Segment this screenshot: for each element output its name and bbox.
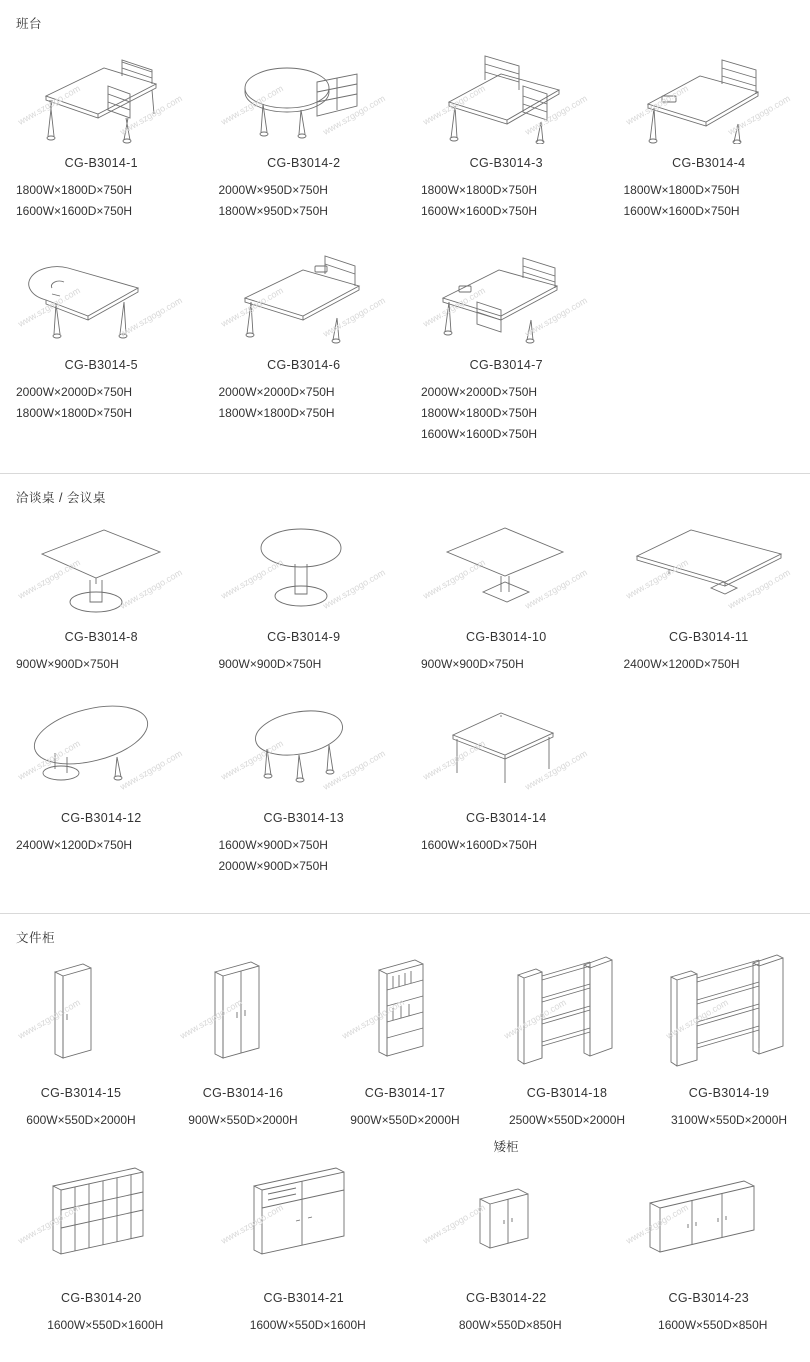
spec-line: 1600W×1600D×750H	[16, 201, 195, 222]
product-code: CG-B3014-21	[211, 1281, 398, 1307]
desk-l-shape-right-return-icon	[616, 38, 803, 146]
product-specs	[170, 1102, 316, 1131]
spec-line: 900W×900D×750H	[219, 654, 398, 675]
watermark: www.szgogo.com	[523, 93, 589, 137]
product-cell[interactable]	[405, 240, 608, 445]
product-cell[interactable]	[0, 952, 162, 1131]
spec-line: 2400W×1200D×750H	[624, 654, 803, 675]
watermark: www.szgogo.com	[340, 997, 406, 1041]
watermark: www.szgogo.com	[624, 83, 690, 127]
product-cell[interactable]	[405, 693, 608, 877]
watermark: www.szgogo.com	[16, 83, 82, 127]
product-cell[interactable]	[162, 952, 324, 1131]
product-cell-empty	[608, 240, 810, 445]
product-specs	[413, 1307, 600, 1336]
spec-line: 1800W×1800D×750H	[16, 180, 195, 201]
watermark: www.szgogo.com	[523, 295, 589, 339]
product-row	[0, 38, 810, 222]
watermark: www.szgogo.com	[178, 997, 244, 1041]
watermark: www.szgogo.com	[421, 83, 487, 127]
round-meeting-table-icon	[211, 512, 398, 620]
spec-line: 1600W×900D×750H	[219, 835, 398, 856]
watermark: www.szgogo.com	[219, 285, 285, 329]
product-cell[interactable]	[0, 1157, 203, 1336]
watermark: www.szgogo.com	[421, 1202, 487, 1246]
product-cell[interactable]	[608, 38, 810, 222]
square-table-four-legs-icon	[413, 693, 600, 801]
product-cell[interactable]	[0, 38, 203, 222]
watermark: www.szgogo.com	[16, 738, 82, 782]
spec-line: 1600W×550D×850H	[624, 1315, 803, 1336]
product-code: CG-B3014-5	[8, 348, 195, 374]
spec-line: 1800W×950D×750H	[219, 201, 398, 222]
subsection-title: 矮柜	[405, 1131, 607, 1157]
small-low-cabinet-icon	[413, 1157, 600, 1281]
watermark: www.szgogo.com	[664, 997, 730, 1041]
spec-line: 1600W×1600D×750H	[421, 835, 600, 856]
watermark: www.szgogo.com	[118, 567, 184, 611]
product-code: CG-B3014-18	[494, 1076, 640, 1102]
wide-combination-cabinet-icon	[656, 952, 802, 1076]
product-code: CG-B3014-16	[170, 1076, 316, 1102]
watermark: www.szgogo.com	[523, 567, 589, 611]
spec-line: 2000W×950D×750H	[219, 180, 398, 201]
watermark: www.szgogo.com	[219, 557, 285, 601]
product-code: CG-B3014-1	[8, 146, 195, 172]
spec-line: 900W×900D×750H	[16, 654, 195, 675]
spec-line: 1800W×1800D×750H	[421, 403, 600, 424]
watermark: www.szgogo.com	[421, 738, 487, 782]
watermark: www.szgogo.com	[321, 93, 387, 137]
product-code: CG-B3014-22	[413, 1281, 600, 1307]
watermark: www.szgogo.com	[421, 557, 487, 601]
spec-line: 2500W×550D×2000H	[494, 1110, 640, 1131]
product-cell[interactable]	[405, 38, 608, 222]
product-code: CG-B3014-20	[8, 1281, 195, 1307]
product-specs	[8, 1307, 195, 1336]
section-title: 洽谈桌 / 会议桌	[0, 474, 810, 512]
product-cell-empty	[608, 693, 810, 877]
product-specs	[8, 827, 195, 856]
product-row	[0, 952, 810, 1131]
spec-line: 900W×550D×2000H	[332, 1110, 478, 1131]
glass-door-low-cabinet-icon	[8, 1157, 195, 1281]
product-specs	[494, 1102, 640, 1131]
product-cell[interactable]	[608, 512, 810, 675]
product-specs	[8, 1102, 154, 1131]
spec-line: 1600W×550D×1600H	[219, 1315, 398, 1336]
product-specs	[616, 646, 803, 675]
square-meeting-table-icon	[8, 512, 195, 620]
spec-line: 1800W×1800D×750H	[219, 403, 398, 424]
product-code: CG-B3014-14	[413, 801, 600, 827]
product-cell[interactable]	[648, 952, 810, 1131]
product-cell[interactable]	[405, 512, 608, 675]
product-specs	[8, 172, 195, 222]
product-code: CG-B3014-6	[211, 348, 398, 374]
section-cabinets	[0, 914, 810, 1362]
section-title: 班台	[0, 0, 810, 38]
product-specs	[211, 646, 398, 675]
product-code: CG-B3014-8	[8, 620, 195, 646]
product-cell[interactable]	[203, 512, 406, 675]
spec-line: 1800W×1800D×750H	[16, 403, 195, 424]
product-cell[interactable]	[203, 1157, 406, 1336]
product-specs	[211, 374, 398, 424]
spec-line: 1600W×1600D×750H	[421, 201, 600, 222]
watermark: www.szgogo.com	[219, 83, 285, 127]
oval-meeting-table-small-icon	[211, 693, 398, 801]
spec-line: 1600W×550D×1600H	[16, 1315, 195, 1336]
rectangular-conference-table-icon	[616, 512, 803, 620]
product-cell[interactable]	[608, 1157, 810, 1336]
product-specs	[413, 374, 600, 445]
product-specs	[211, 1307, 398, 1336]
spec-line: 900W×550D×2000H	[170, 1110, 316, 1131]
watermark: www.szgogo.com	[16, 1202, 82, 1246]
spec-line: 1600W×1600D×750H	[624, 201, 803, 222]
product-specs	[413, 172, 600, 222]
combination-cabinet-icon	[494, 952, 640, 1076]
double-door-cabinet-icon	[170, 952, 316, 1076]
product-code: CG-B3014-3	[413, 146, 600, 172]
product-code: CG-B3014-15	[8, 1076, 154, 1102]
product-cell[interactable]	[0, 512, 203, 675]
watermark: www.szgogo.com	[624, 557, 690, 601]
product-row	[0, 1157, 810, 1336]
single-door-cabinet-icon	[8, 952, 154, 1076]
watermark: www.szgogo.com	[523, 748, 589, 792]
product-code: CG-B3014-12	[8, 801, 195, 827]
spec-line: 1800W×1800D×750H	[421, 180, 600, 201]
product-code: CG-B3014-7	[413, 348, 600, 374]
watermark: www.szgogo.com	[219, 1202, 285, 1246]
desk-l-shape-with-cabinet-icon	[8, 38, 195, 146]
product-specs	[413, 646, 600, 675]
section-desks	[0, 0, 810, 474]
watermark: www.szgogo.com	[624, 1202, 690, 1246]
watermark: www.szgogo.com	[321, 295, 387, 339]
product-code: CG-B3014-17	[332, 1076, 478, 1102]
watermark: www.szgogo.com	[118, 748, 184, 792]
watermark: www.szgogo.com	[726, 93, 792, 137]
product-code: CG-B3014-10	[413, 620, 600, 646]
product-code: CG-B3014-19	[656, 1076, 802, 1102]
product-code: CG-B3014-13	[211, 801, 398, 827]
spec-line: 900W×900D×750H	[421, 654, 600, 675]
spec-line: 800W×550D×850H	[421, 1315, 600, 1336]
product-specs	[616, 172, 803, 222]
spec-line: 2000W×900D×750H	[219, 856, 398, 877]
watermark: www.szgogo.com	[16, 997, 82, 1041]
product-cell[interactable]	[203, 38, 406, 222]
spec-line: 2000W×2000D×750H	[16, 382, 195, 403]
watermark: www.szgogo.com	[16, 285, 82, 329]
product-cell[interactable]	[0, 240, 203, 445]
watermark: www.szgogo.com	[321, 748, 387, 792]
watermark: www.szgogo.com	[118, 93, 184, 137]
product-specs	[8, 374, 195, 424]
spec-line: 2000W×2000D×750H	[421, 382, 600, 403]
oval-conference-table-icon	[8, 693, 195, 801]
product-cell[interactable]	[203, 240, 406, 445]
sliding-door-low-cabinet-icon	[211, 1157, 398, 1281]
product-cell[interactable]	[405, 1157, 608, 1336]
product-row	[0, 240, 810, 445]
product-specs	[656, 1102, 802, 1131]
watermark: www.szgogo.com	[421, 285, 487, 329]
section-meeting-tables	[0, 474, 810, 914]
spec-line: 2400W×1200D×750H	[16, 835, 195, 856]
watermark: www.szgogo.com	[16, 557, 82, 601]
desk-l-shape-with-hutch-icon	[211, 240, 398, 348]
product-specs	[211, 172, 398, 222]
desk-rounded-front-icon	[8, 240, 195, 348]
watermark: www.szgogo.com	[502, 997, 568, 1041]
product-cell[interactable]	[324, 952, 486, 1131]
desk-oval-top-with-side-cabinet-icon	[211, 38, 398, 146]
product-cell[interactable]	[203, 693, 406, 877]
product-code: CG-B3014-23	[616, 1281, 803, 1307]
product-specs	[616, 1307, 803, 1336]
spec-line: 600W×550D×2000H	[8, 1110, 154, 1131]
product-row	[0, 512, 810, 675]
desk-executive-with-credenza-icon	[413, 240, 600, 348]
watermark: www.szgogo.com	[219, 738, 285, 782]
watermark: www.szgogo.com	[726, 567, 792, 611]
product-code: CG-B3014-4	[616, 146, 803, 172]
spec-line: 3100W×550D×2000H	[656, 1110, 802, 1131]
product-specs	[8, 646, 195, 675]
product-specs	[413, 827, 600, 856]
spec-line: 2000W×2000D×750H	[219, 382, 398, 403]
spec-line: 1800W×1800D×750H	[624, 180, 803, 201]
product-code: CG-B3014-2	[211, 146, 398, 172]
product-specs	[211, 827, 398, 877]
section-title: 文件柜	[0, 914, 810, 952]
desk-l-shape-with-shelf-icon	[413, 38, 600, 146]
watermark: www.szgogo.com	[321, 567, 387, 611]
product-cell[interactable]	[0, 693, 203, 877]
watermark: www.szgogo.com	[118, 295, 184, 339]
square-table-pedestal-base-icon	[413, 512, 600, 620]
product-specs	[332, 1102, 478, 1131]
wide-low-cabinet-icon	[616, 1157, 803, 1281]
product-cell[interactable]	[486, 952, 648, 1131]
open-shelf-cabinet-icon	[332, 952, 478, 1076]
spec-line: 1600W×1600D×750H	[421, 424, 600, 445]
product-code: CG-B3014-11	[616, 620, 803, 646]
product-row	[0, 693, 810, 877]
product-code: CG-B3014-9	[211, 620, 398, 646]
